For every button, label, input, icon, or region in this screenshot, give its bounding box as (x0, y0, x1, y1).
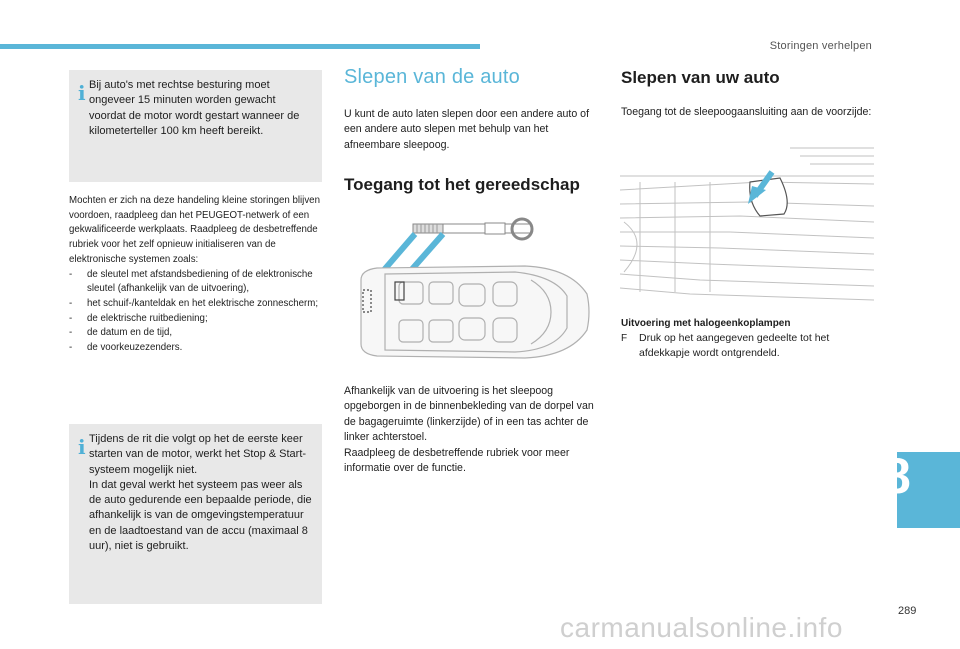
header-accent-bar (0, 44, 480, 49)
towing-intro: U kunt de auto laten slepen door een andere auto of een andere auto slepen met behulp van het afneembare sleepoog. (344, 108, 590, 151)
towing-eye-icon (413, 219, 532, 239)
list-dash: - (69, 268, 73, 280)
info-icon: i (78, 435, 86, 459)
info-text-stop-start: Tijdens de rit die volgt op het de eerste keer starten van de motor, werkt het Stop & Start-systeem mogelijk niet. In dat geval werkt het systeem pas weer als de auto gedurende een bepaalde periode, die afhankelijk is van de omgevingstemperatuur en de laadtoestand van de accu (maximaal 8 uur), niet is gebruikt. (89, 433, 312, 553)
bullet-marker: F (621, 333, 628, 344)
chapter-number: 8 (883, 448, 911, 504)
list-item: - de sleutel met afstandsbediening of de elektronische sleutel (afhankelijk van de uitvoering), (69, 268, 313, 295)
towing-your-car-title: Slepen van uw auto (621, 68, 780, 87)
front-access-intro: Toegang tot de sleepoogaansluiting aan de voorzijde: (621, 106, 872, 118)
page-number: 289 (898, 605, 917, 617)
press-instruction-text: Druk op het aangegeven gedeelte tot het afdekkapje wordt ontgrendeld. (639, 332, 830, 359)
front-bumper-illustration (620, 142, 874, 306)
towing-eye-storage-text: Afhankelijk van de uitvoering is het sleepoog opgeborgen in de binnenbekleding van de dorpel van de bagageruimte (linkerzijde) of in een tas achter de linker achterstoel. Raadpleeg de desbetreffende rubriek voor meer informatie over de functie. (344, 385, 594, 475)
list-dash: - (69, 342, 73, 354)
car-outline-icon (361, 266, 589, 358)
car-topview-illustration (355, 212, 595, 374)
right-column-bottom (621, 318, 879, 361)
middle-column (344, 66, 600, 195)
watermark: carmanualsonline.info (560, 612, 843, 643)
info-icon: i (78, 81, 86, 105)
left-column-text (69, 194, 325, 356)
halogen-version-subheading: Uitvoering met halogeenkoplampen (621, 318, 791, 329)
list-item: - de datum en de tijd, (69, 326, 325, 341)
list-item: - het schuif-/kanteldak en het elektrische zonnescherm; (69, 297, 325, 312)
list-item: - de elektrische ruitbediening; (69, 312, 325, 327)
list-dash: - (69, 312, 73, 324)
list-item: - de voorkeuzezenders. (69, 341, 325, 356)
section-title: Storingen verhelpen (769, 40, 872, 52)
systems-list (69, 268, 325, 356)
list-dash: - (69, 297, 73, 309)
reinitialise-paragraph: Mochten er zich na deze handeling kleine storingen blijven voordoen, raadpleeg dan het PEUGEOT-netwerk of een gekwalificeerde werkplaats. Raadpleeg de desbetreffende rubriek voor het zelf opnieuw initialiseren van de elektronische systemen zoals: (69, 195, 320, 265)
press-instruction (621, 331, 879, 361)
info-box-right-hand-drive (69, 70, 322, 182)
info-text-right-hand-drive: Bij auto's met rechtse besturing moet ongeveer 15 minuten worden gewacht voordat de motor wordt gestart wanneer de kilometerteller 100 km heeft bereikt. (89, 79, 300, 137)
right-column (621, 68, 879, 120)
tool-access-title: Toegang tot het gereedschap (344, 175, 580, 195)
list-dash: - (69, 327, 73, 339)
info-box-stop-start (69, 424, 322, 604)
towing-title: Slepen van de auto (344, 66, 520, 88)
